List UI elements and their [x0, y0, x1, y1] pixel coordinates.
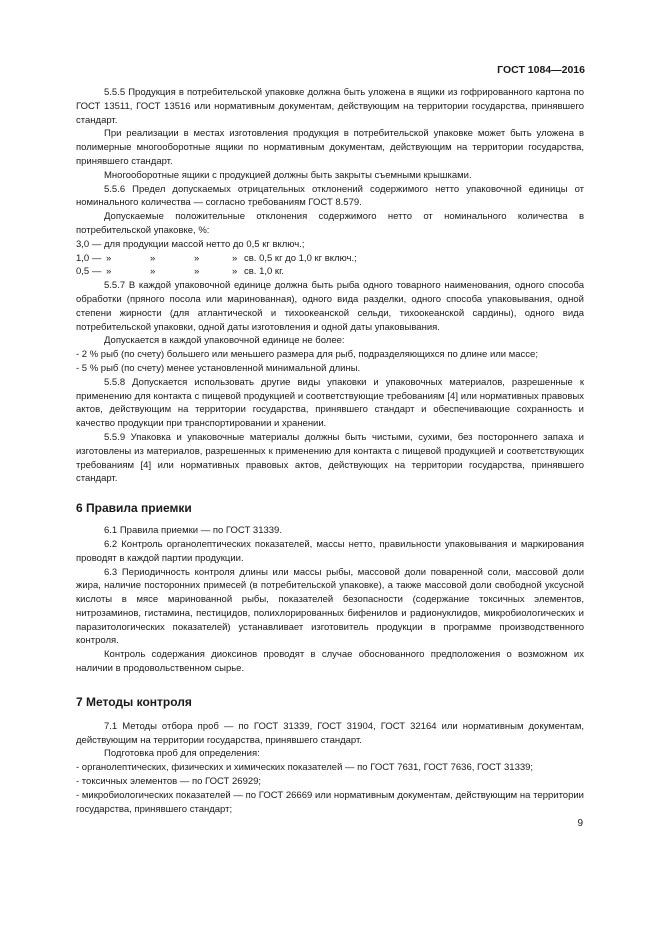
section-7-heading: 7 Методы контроля — [76, 694, 192, 709]
ditto-mark: » — [106, 252, 112, 264]
paragraph-6-3-b: Контроль содержания диоксинов проводят в случае обоснованного предположения о возможном их наличии в продовольственном сырье. — [76, 649, 584, 675]
list-item: - органолептических, физических и химических показателей — по ГОСТ 7631, ГОСТ 7636, ГОСТ 31339; — [76, 762, 534, 774]
tolerance-range: св. 0,5 кг до 1,0 кг включ.; — [244, 252, 357, 264]
list-item: - микробиологических показателей — по ГОСТ 26669 или нормативным документам, действующим на территории государства, принявшего стандарт; — [76, 789, 584, 815]
ditto-mark: » — [232, 266, 238, 278]
paragraph-6-2: 6.2 Контроль органолептических показателей, массы нетто, правильности упаковывания и маркирования проводят в каждой партии продукции. — [76, 538, 584, 564]
tolerance-row-1: 3,0 — для продукции массой нетто до 0,5 кг включ.; — [76, 238, 305, 250]
page-content — [76, 86, 584, 816]
section-6-heading: 6 Правила приемки — [76, 501, 192, 516]
tolerance-value: 1,0 — — [76, 252, 102, 264]
document-header: ГОСТ 1084—2016 — [497, 64, 585, 76]
paragraph-6-3: 6.3 Периодичность контроля длины или массы рыбы, массовой доли поваренной соли, массовой доли жира, наличие посторонних примесей (в потребительской упаковке), а также массовой доли свободной уксусной кислоты в мясе маринованной рыбы, показателей безопасности (содержание токсичных элементов, нитрозаминов, гистамина, пестицидов, полихлорированных бифенилов и радионуклидов, микробиологических и паразитологических показателей) устанавливает изготовитель продукции в программе производственного контроля. — [76, 566, 584, 647]
page-number: 9 — [577, 818, 583, 829]
paragraph-7-1-b: Подготовка проб для определения: — [104, 748, 260, 760]
ditto-mark: » — [232, 252, 238, 264]
tolerance-row-3 — [76, 265, 584, 279]
paragraph-5-5-5-b: При реализации в местах изготовления продукция в потребительской упаковке может быть уложена в полимерные многооборотные ящики по нормативным документам, действующим на территории государства, принявшего стандарт. — [76, 128, 584, 167]
ditto-mark: » — [150, 266, 156, 278]
tolerance-value: 0,5 — — [76, 266, 102, 278]
tolerance-range: св. 1,0 кг. — [244, 266, 285, 278]
paragraph-7-1: 7.1 Методы отбора проб — по ГОСТ 31339, ГОСТ 31904, ГОСТ 32164 или нормативным документам, действующим на территории государства, принявшего стандарт. — [76, 720, 584, 746]
tolerance-list — [76, 238, 584, 279]
paragraph-5-5-7-b: Допускается в каждой упаковочной единице не более: — [104, 335, 345, 347]
paragraph-5-5-7: 5.5.7 В каждой упаковочной единице должна быть рыба одного товарного наименования, одного способа обработки (пряного посола или маринованная), одного вида разделки, одного способа упаковывания, одной степени жирности (для атлантической и тихоокеанской сельди, тихоокеанской сардины), одного вида потребительской упаковки, одной даты изготовления и одной даты упаковывания. — [76, 280, 584, 333]
paragraph-5-5-6-b: Допускаемые положительные отклонения содержимого нетто от номинального количества в потребительской упаковке, %: — [76, 211, 584, 236]
paragraph-5-5-9: 5.5.9 Упаковка и упаковочные материалы должны быть чистыми, сухими, без постороннего запаха и изготовлены из материалов, разрешенных к применению для контакта с пищевой продукцией и соответствующих требованиям [4] или нормативных правовых актов, действующих на территории государства, принявшего стандарт. — [76, 431, 584, 485]
paragraph-5-5-5-c: Многооборотные ящики с продукцией должны быть закрыты съемными крышками. — [104, 169, 472, 181]
paragraph-6-1: 6.1 Правила приемки — по ГОСТ 31339. — [104, 525, 282, 537]
ditto-mark: » — [150, 252, 156, 264]
paragraph-5-5-5: 5.5.5 Продукция в потребительской упаковке должна быть уложена в ящики из гофрированного картона по ГОСТ 13511, ГОСТ 13516 или нормативным документам, действующим на территории государства, принявшего стандарт. — [76, 87, 584, 126]
list-item: - 2 % рыб (по счету) большего или меньшего размера для рыб, подразделяющихся по длине или массе; — [76, 349, 538, 361]
ditto-mark: » — [194, 252, 200, 264]
tolerance-row-2 — [76, 252, 584, 266]
paragraph-5-5-8: 5.5.8 Допускается использовать другие виды упаковки и упаковочных материалов, разрешенные к применению для контакта с пищевой продукцией и соответствующие требованиям [4] или нормативных правовых актов, действующим на территории государства, принявшего стандарт и обеспечивающие сохранность и качество продукции при транспортировании и хранении. — [76, 376, 584, 430]
ditto-mark: » — [194, 266, 200, 278]
list-item: - токсичных элементов — по ГОСТ 26929; — [76, 776, 262, 788]
list-item: - 5 % рыб (по счету) менее установленной минимальной длины. — [76, 362, 361, 374]
ditto-mark: » — [106, 266, 112, 278]
paragraph-5-5-6: 5.5.6 Предел допускаемых отрицательных отклонений содержимого нетто упаковочной единицы от номинального количества — согласно требованиям ГОСТ 8.579. — [76, 183, 584, 209]
